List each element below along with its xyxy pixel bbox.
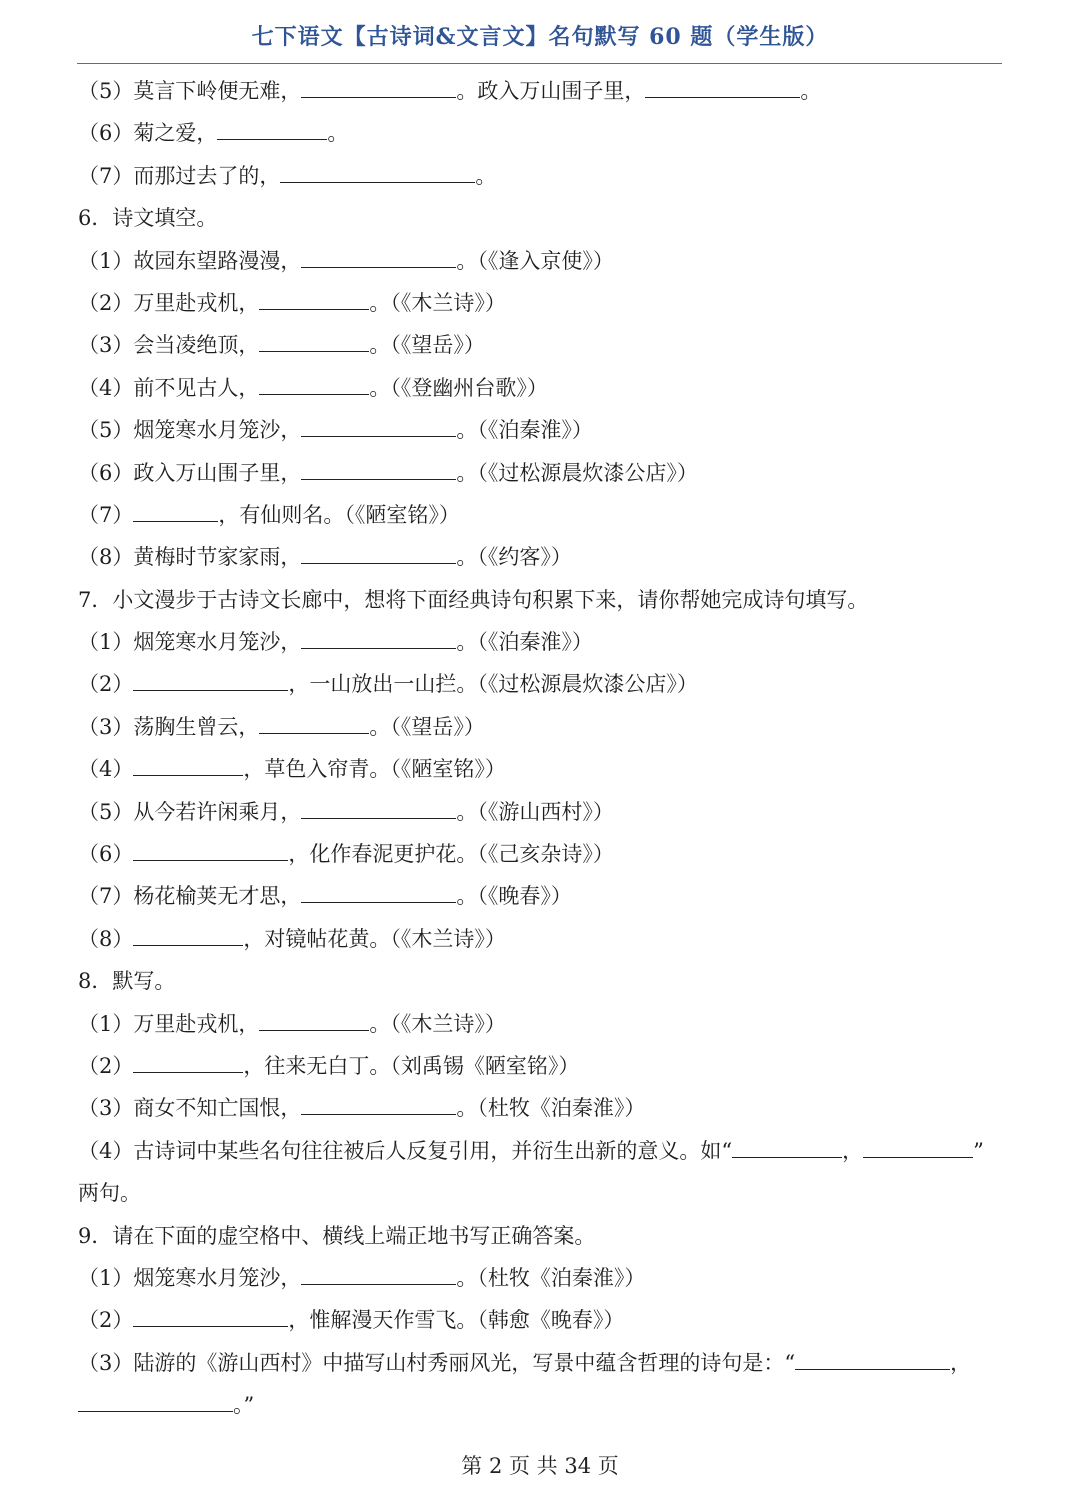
- line-text: （2）: [78, 1053, 134, 1078]
- line-text: ，一山放出一山拦。（《过松源晨炊漆公店》）: [288, 672, 698, 697]
- line-text: 。（《泊秦淮》）: [456, 630, 593, 655]
- answer-blank[interactable]: [259, 393, 369, 395]
- line-text: 7．小文漫步于古诗文长廊中，想将下面经典诗句积累下来，请你帮她完成诗句填写。: [78, 587, 869, 612]
- line-text: 。（《登幽州台歌》）: [369, 375, 548, 400]
- answer-blank[interactable]: [259, 350, 369, 352]
- line-text: （7）: [78, 502, 134, 527]
- worksheet-line: [78, 112, 1003, 154]
- line-text: （1）故园东望路漫漫，: [78, 248, 302, 273]
- worksheet-line: [78, 1215, 1003, 1257]
- answer-blank[interactable]: [301, 266, 456, 268]
- document-header-title: 七下语文【古诗词&文言文】名句默写 60 题（学生版）: [251, 24, 829, 50]
- line-text: ，草色入帘青。（《陋室铭》）: [243, 757, 506, 782]
- line-text: （3）商女不知亡国恨，: [78, 1096, 302, 1121]
- line-text: （6）菊之爱，: [78, 121, 218, 146]
- answer-blank[interactable]: [301, 96, 456, 98]
- line-text: 两句。: [78, 1181, 141, 1206]
- answer-blank[interactable]: [732, 1156, 842, 1158]
- answer-blank[interactable]: [133, 520, 218, 522]
- line-text: 。（《泊秦淮》）: [456, 418, 593, 443]
- answer-blank[interactable]: [133, 1071, 243, 1073]
- answer-blank[interactable]: [645, 96, 800, 98]
- worksheet-line: [78, 1172, 1003, 1214]
- answer-blank[interactable]: [301, 435, 456, 437]
- answer-blank[interactable]: [301, 478, 456, 480]
- worksheet-line: [78, 1257, 1003, 1299]
- line-text: 。（《望岳》）: [369, 714, 485, 739]
- line-text: 。（《望岳》）: [369, 333, 485, 358]
- line-text: 。”: [233, 1393, 255, 1418]
- line-text: （6）: [78, 842, 134, 867]
- line-text: 。: [800, 79, 822, 103]
- worksheet-line: [78, 1087, 1003, 1129]
- answer-blank[interactable]: [217, 138, 327, 140]
- line-text: ”: [973, 1138, 984, 1163]
- worksheet-line: [78, 197, 1003, 239]
- line-text: （1）万里赴戎机，: [78, 1011, 260, 1036]
- line-text: （3）荡胸生曾云，: [78, 714, 260, 739]
- line-text: （8）黄梅时节家家雨，: [78, 545, 302, 570]
- answer-blank[interactable]: [259, 1029, 369, 1031]
- line-text: （8）: [78, 926, 134, 951]
- answer-blank[interactable]: [259, 308, 369, 310]
- worksheet-line: [78, 409, 1003, 451]
- worksheet-line: [78, 1342, 1003, 1384]
- worksheet-line: [78, 791, 1003, 833]
- line-text: （6）政入万山围子里，: [78, 460, 302, 485]
- answer-blank[interactable]: [301, 647, 456, 649]
- worksheet-line: [78, 1384, 1003, 1426]
- answer-blank[interactable]: [301, 901, 456, 903]
- worksheet-line: [78, 240, 1003, 282]
- worksheet-line: [78, 282, 1003, 324]
- line-text: （2）万里赴戎机，: [78, 290, 260, 315]
- answer-blank[interactable]: [280, 181, 475, 183]
- line-text: 6．诗文填空。: [78, 206, 218, 231]
- answer-blank[interactable]: [78, 1410, 233, 1412]
- line-text: （4）: [78, 757, 134, 782]
- line-text: （5）莫言下岭便无难，: [78, 79, 302, 103]
- answer-blank[interactable]: [133, 859, 288, 861]
- line-text: （3）会当凌绝顶，: [78, 333, 260, 358]
- worksheet-line: [78, 452, 1003, 494]
- line-text: 8．默写。: [78, 969, 176, 994]
- line-text: ，: [842, 1138, 864, 1163]
- line-text: （1）烟笼寒水月笼沙，: [78, 1265, 302, 1290]
- line-text: （2）: [78, 1308, 134, 1333]
- line-text: （5）烟笼寒水月笼沙，: [78, 418, 302, 443]
- answer-blank[interactable]: [301, 1283, 456, 1285]
- line-text: （4）古诗词中某些名句往往被后人反复引用，并衍生出新的意义。如“: [78, 1138, 733, 1163]
- worksheet-line: [78, 748, 1003, 790]
- answer-blank[interactable]: [133, 944, 243, 946]
- line-text: 。（《晚春》）: [456, 884, 572, 909]
- line-text: ，往来无白丁。（刘禹锡《陋室铭》）: [243, 1053, 580, 1078]
- worksheet-line: [78, 494, 1003, 536]
- worksheet-line: [78, 706, 1003, 748]
- worksheet-line: [78, 536, 1003, 578]
- answer-blank[interactable]: [133, 1325, 288, 1327]
- line-text: 。: [327, 121, 349, 146]
- line-text: （7）杨花榆荚无才思，: [78, 884, 302, 909]
- answer-blank[interactable]: [301, 1113, 456, 1115]
- worksheet-body: [78, 70, 1003, 1427]
- line-text: 。（《过松源晨炊漆公店》）: [456, 460, 698, 485]
- worksheet-line: [78, 875, 1003, 917]
- worksheet-line: [78, 70, 1003, 112]
- line-text: 。（杜牧《泊秦淮》）: [456, 1265, 646, 1290]
- line-text: ，: [950, 1350, 972, 1375]
- line-text: 。（《约客》）: [456, 545, 572, 570]
- worksheet-line: [78, 324, 1003, 366]
- answer-blank[interactable]: [301, 562, 456, 564]
- header-divider: [77, 63, 1002, 64]
- line-text: （7）而那过去了的，: [78, 163, 281, 188]
- worksheet-line: [78, 1045, 1003, 1087]
- line-text: 。: [475, 163, 497, 188]
- line-text: 。（《木兰诗》）: [369, 1011, 506, 1036]
- line-text: ，有仙则名。（《陋室铭》）: [218, 502, 460, 527]
- line-text: 9．请在下面的虚空格中、横线上端正地书写正确答案。: [78, 1223, 596, 1248]
- line-text: ，惟解漫天作雪飞。（韩愈《晚春》）: [288, 1308, 625, 1333]
- worksheet-line: [78, 663, 1003, 705]
- worksheet-line: [78, 960, 1003, 1002]
- answer-blank[interactable]: [795, 1368, 950, 1370]
- page-number: 第 2 页 共 34 页: [461, 1454, 619, 1478]
- line-text: （5）从今若许闲乘月，: [78, 799, 302, 824]
- worksheet-line: [78, 621, 1003, 663]
- worksheet-line: [78, 1003, 1003, 1045]
- line-text: 。（杜牧《泊秦淮》）: [456, 1096, 646, 1121]
- line-text: ，化作春泥更护花。（《己亥杂诗》）: [288, 842, 614, 867]
- line-text: （3）陆游的《游山西村》中描写山村秀丽风光，写景中蕴含哲理的诗句是：“: [78, 1350, 796, 1375]
- answer-blank[interactable]: [301, 817, 456, 819]
- worksheet-line: [78, 1299, 1003, 1341]
- line-text: ，对镜帖花黄。（《木兰诗》）: [243, 926, 506, 951]
- worksheet-line: [78, 155, 1003, 197]
- line-text: （1）烟笼寒水月笼沙，: [78, 630, 302, 655]
- worksheet-line: [78, 1130, 1003, 1172]
- line-text: 。（《游山西村》）: [456, 799, 614, 824]
- worksheet-line: [78, 918, 1003, 960]
- line-text: 。（《木兰诗》）: [369, 290, 506, 315]
- line-text: 。政入万山围子里，: [456, 79, 646, 103]
- answer-blank[interactable]: [863, 1156, 973, 1158]
- worksheet-line: [78, 833, 1003, 875]
- worksheet-line: [78, 579, 1003, 621]
- answer-blank[interactable]: [259, 732, 369, 734]
- line-text: （4）前不见古人，: [78, 375, 260, 400]
- answer-blank[interactable]: [133, 689, 288, 691]
- line-text: 。（《逢入京使》）: [456, 248, 614, 273]
- answer-blank[interactable]: [133, 774, 243, 776]
- worksheet-line: [78, 367, 1003, 409]
- line-text: （2）: [78, 672, 134, 697]
